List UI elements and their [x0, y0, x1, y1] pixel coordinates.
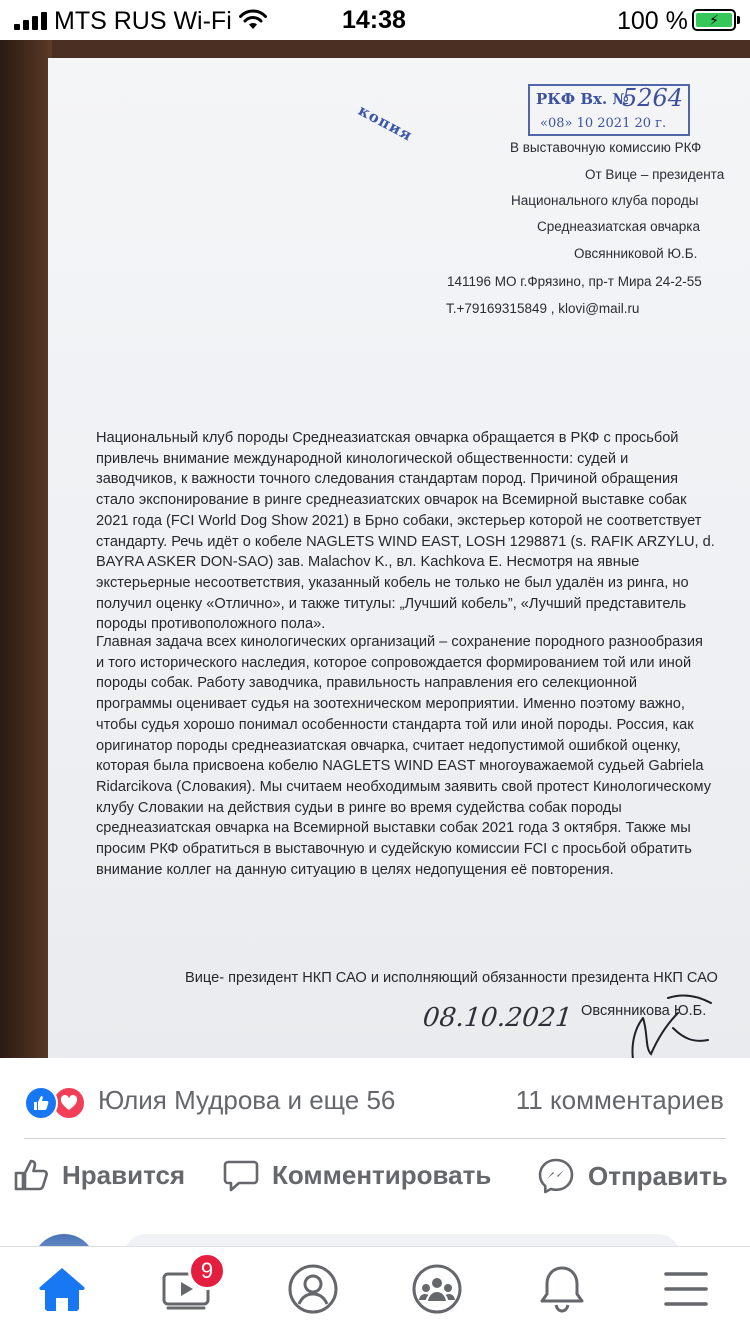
- text-line: Ridarcikova (Словакия). Мы считаем необходимым заявить свой протест Кинологическому: [96, 778, 712, 795]
- address-line: 141196 МО г.Фрязино, пр-т Мира 24-2-55: [447, 274, 702, 289]
- address-line: От Вице – президента: [585, 167, 725, 182]
- text-line: породы противоположного пола».: [96, 616, 326, 633]
- text-line: 2021 года (FCI World Dog Show 2021) в Брно собаки, экстерьер которой не соответствует: [96, 512, 702, 529]
- signatory-title: Вице- президент НКП САО и исполняющий обязанности президента НКП САО: [185, 970, 718, 986]
- text-line: программы оценивает судья на зоотехническом мероприятии. Именно поэтому важно,: [96, 696, 685, 713]
- address-line: В выставочную комиссию РКФ: [510, 140, 702, 155]
- stamp-label: РКФ Вх. №: [536, 90, 629, 108]
- handwritten-signature: [573, 988, 713, 1058]
- address-line: Среднеазиатская овчарка: [537, 219, 700, 234]
- text-line: стало экспонирование в ринге среднеазиатских овчарок на Всемирной выставке собак: [96, 492, 687, 509]
- post-photo[interactable]: [0, 40, 750, 1058]
- post-actions: [0, 1140, 750, 1224]
- send-label: Отправить: [588, 1160, 728, 1191]
- comment-label: Комментировать: [272, 1159, 492, 1190]
- text-line: оригинатор породы среднеазиатская овчарка, считает недопустимой ошибкой оценку,: [96, 737, 681, 754]
- text-line: чтобы судья хорошо понимал особенности стандарта той или иной породы. Россия, как: [96, 716, 694, 733]
- text-line: заводчиков, к важности точного следования стандартам пород. Причиной обращения: [96, 471, 679, 488]
- tab-home[interactable]: [32, 1259, 92, 1319]
- messenger-icon: [536, 1156, 576, 1196]
- clock: 14:38: [342, 6, 406, 34]
- battery-fill: ⚡: [696, 13, 732, 27]
- signal-strength-icon: [14, 12, 47, 30]
- letter-paragraph-2: [96, 632, 716, 880]
- like-reaction-icon: [24, 1086, 58, 1120]
- reaction-icons: [24, 1086, 86, 1120]
- thumbs-up-icon: [12, 1156, 50, 1194]
- address-line: Т.+79169315849 , klovi@mail.ru: [446, 301, 640, 316]
- photo-background: [0, 40, 52, 1058]
- address-line: Национального клуба породы: [511, 193, 699, 208]
- letter-document: [48, 58, 750, 1058]
- text-line: внимание коллег на данную ситуацию в целях недопущения её повторения.: [96, 861, 614, 878]
- tab-groups[interactable]: [407, 1259, 467, 1319]
- text-line: породы собак. Работу заводчика, правильность направления его селекционной: [96, 675, 638, 692]
- registration-stamp: [528, 84, 690, 136]
- text-line: среднеазиатская овчарка на Всемирной выставки собак 2021 года 3 октября. Также мы: [96, 820, 691, 837]
- watch-notification-badge: 9: [188, 1252, 226, 1290]
- letter-paragraph-1: [96, 428, 716, 635]
- bottom-tab-bar: [0, 1246, 750, 1334]
- reactions-names[interactable]: Юлия Мудрова и еще 56: [98, 1085, 396, 1115]
- hamburger-menu-icon: [663, 1269, 709, 1309]
- text-line: Национальный клуб породы Среднеазиатская овчарка обращается в РКФ с просьбой: [96, 430, 679, 446]
- address-line: Овсянниковой Ю.Б.: [574, 246, 698, 261]
- text-line: и того исторического наследия, которое сопровождается формированием той или иной: [96, 654, 692, 671]
- text-line: BAYRA ASKER DON-SAO) зав. Malachov K., вл. Kachkova E. Несмотря на явные: [96, 554, 640, 571]
- comments-count-link[interactable]: 11 комментариев: [515, 1085, 724, 1115]
- text-line: которая была присвоена кобелю NAGLETS WIND EAST многоуважаемой судьей Gabriela: [96, 758, 704, 775]
- tab-profile[interactable]: [283, 1259, 343, 1319]
- status-bar: [0, 0, 750, 40]
- handwritten-date: 08.10.2021: [421, 1003, 574, 1033]
- divider: [24, 1138, 726, 1139]
- text-line: экстерьерные несоответствия, указанный кобель не только не был удалён из ринга, но: [96, 574, 689, 591]
- handwritten-note: [108, 1046, 428, 1058]
- groups-icon: [411, 1263, 463, 1315]
- battery-percent: 100 %: [617, 7, 688, 35]
- profile-icon: [287, 1263, 339, 1315]
- like-button[interactable]: [12, 1156, 185, 1194]
- tab-menu[interactable]: [656, 1259, 716, 1319]
- tab-notifications[interactable]: [532, 1259, 592, 1319]
- stamp-number: 5264: [622, 84, 684, 112]
- bell-icon: [538, 1263, 586, 1315]
- comment-button[interactable]: [222, 1156, 491, 1194]
- wifi-icon: [238, 9, 268, 36]
- text-line: просим РКФ обратиться в выставочную и судейскую комиссии FCI с просьбой обратить: [96, 841, 692, 858]
- stamp-date: «08» 10 2021 20 г.: [540, 116, 667, 131]
- copy-stamp: копия: [355, 101, 416, 145]
- text-line: Главная задача всех кинологических организаций – сохранение породного разнообразия: [96, 634, 703, 650]
- text-line: стандарту. Речь идёт о кобеле NAGLETS WIND EAST, LOSH 1298871 (s. RAFIK ARZYLU, d.: [96, 533, 715, 550]
- battery-icon: [692, 9, 736, 31]
- signatory-name: Овсянникова Ю.Б.: [581, 1003, 707, 1019]
- home-icon: [37, 1265, 87, 1313]
- text-line: получил оценку «Отлично», и также титулы: „Лучший кобель”, «Лучший представитель: [96, 595, 687, 612]
- comment-preview[interactable]: [0, 1228, 750, 1248]
- reactions-summary[interactable]: [0, 1058, 750, 1138]
- text-line: привлечь внимание международной кинологической общественности: судей и: [96, 450, 629, 467]
- carrier-label: MTS RUS Wi-Fi: [54, 7, 232, 35]
- like-label: Нравится: [62, 1159, 186, 1190]
- text-line: клубу Словакии на действия судьи в ринге во время судейства собак породы: [96, 799, 622, 816]
- send-button[interactable]: [536, 1156, 728, 1196]
- comment-icon: [222, 1156, 260, 1194]
